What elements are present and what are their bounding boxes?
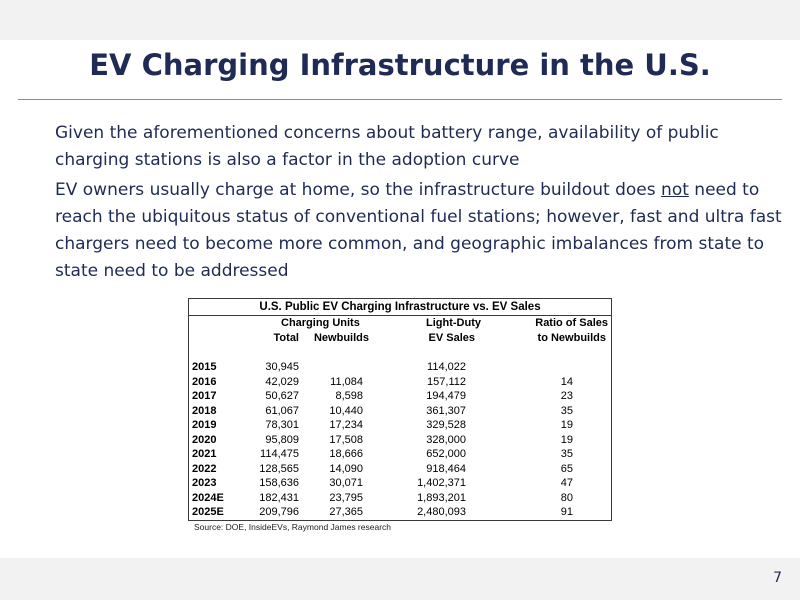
bullet-list [55,120,785,288]
header-total: Total [273,332,299,344]
cell-newbuilds: 17,508 [329,433,363,446]
cell-total: 158,636 [259,477,299,489]
slide-title: EV Charging Infrastructure in the U.S. [89,48,711,82]
title-divider [18,99,782,100]
cell-newbuilds: 18,666 [329,448,363,460]
cell-ratio: 14 [560,375,573,388]
cell-newbuilds: 8,598 [335,390,363,402]
cell-ev-sales: 157,112 [427,375,466,388]
cell-ev-sales: 918,464 [426,462,466,475]
cell-total: 209,796 [259,506,299,518]
cell-year: 2017 [192,390,217,402]
cell-ev-sales: 328,000 [426,433,466,446]
table-row [189,404,611,419]
bullet-2-text-a: EV owners usually charge at home, so the infrastructure buildout does [55,180,662,200]
cell-total: 128,565 [259,462,299,475]
table-source: Source: DOE, InsideEVs, Raymond James research [194,522,391,532]
table-row [189,360,611,375]
bullet-2 [55,177,785,285]
cell-ev-sales: 194,479 [426,390,466,402]
charging-table [188,298,612,521]
cell-ratio: 35 [560,448,573,460]
table-row [189,418,611,433]
page-number: 7 [773,570,782,586]
table-row [189,433,611,448]
cell-year: 2022 [192,462,217,475]
table-row [189,491,611,506]
cell-ev-sales: 652,000 [426,448,466,460]
cell-ratio: 35 [560,404,573,417]
cell-ratio: 65 [560,462,573,475]
bottom-band [0,558,800,600]
cell-newbuilds: 27,365 [329,506,363,518]
cell-total: 42,029 [265,375,299,388]
cell-total: 61,067 [265,404,299,417]
cell-year: 2024E [192,491,224,504]
table-row [189,447,611,462]
table-row [189,505,611,520]
table-row [189,476,611,491]
cell-year: 2015 [192,361,217,373]
cell-total: 114,475 [260,448,299,460]
header-ev-sales: EV Sales [428,332,475,344]
table-title: U.S. Public EV Charging Infrastructure vs. EV Sales [189,299,611,316]
bullet-2-emphasis: not [661,180,689,200]
cell-year: 2025E [192,506,224,518]
cell-ev-sales: 1,402,371 [417,477,466,489]
cell-newbuilds: 23,795 [329,491,363,504]
cell-year: 2021 [192,448,217,460]
bullet-1: Given the aforementioned concerns about battery range, availability of public charging stations is also a factor in the adoption curve [55,123,719,170]
cell-ev-sales: 361,307 [426,404,466,417]
cell-year: 2019 [192,419,217,431]
cell-ratio: 19 [560,433,573,446]
cell-ratio: 80 [560,491,573,504]
cell-newbuilds: 17,234 [329,419,363,431]
header-ratio-1: Ratio of Sales [535,317,608,329]
cell-ev-sales: 114,022 [427,361,466,373]
table-body [189,360,611,520]
cell-ratio: 47 [560,477,573,489]
cell-total: 182,431 [259,491,299,504]
cell-ratio: 91 [560,506,573,518]
cell-total: 95,809 [265,433,299,446]
cell-ev-sales: 2,480,093 [417,506,466,518]
cell-year: 2016 [192,375,217,388]
top-band [0,0,800,40]
cell-ev-sales: 1,893,201 [417,491,466,504]
cell-newbuilds: 30,071 [329,477,363,489]
header-row-1 [189,316,611,331]
table-row [189,375,611,390]
header-ratio-2: to Newbuilds [537,332,606,344]
table-row [189,462,611,477]
cell-ratio: 23 [560,390,573,402]
header-row-2 [189,331,611,346]
table-row [189,389,611,404]
cell-ev-sales: 329,528 [426,419,466,431]
header-spacer [189,346,611,360]
cell-ratio: 19 [560,419,573,431]
cell-year: 2018 [192,404,217,417]
header-light-duty: Light-Duty [426,317,481,329]
cell-total: 30,945 [265,361,299,373]
header-charging-units: Charging Units [281,317,360,329]
cell-year: 2023 [192,477,217,489]
cell-newbuilds: 11,084 [330,375,363,388]
cell-newbuilds: 10,440 [329,404,363,417]
cell-newbuilds: 14,090 [329,462,363,475]
bullet-2-text-b: need to reach the ubiquitous status of conventional fuel stations; however, fast and ultra fast chargers need to become more common, and geographic imbalances from state to state need to be addressed [55,180,782,281]
cell-total: 50,627 [265,390,299,402]
header-newbuilds: Newbuilds [313,332,369,344]
cell-total: 78,301 [265,419,299,431]
cell-year: 2020 [192,433,217,446]
